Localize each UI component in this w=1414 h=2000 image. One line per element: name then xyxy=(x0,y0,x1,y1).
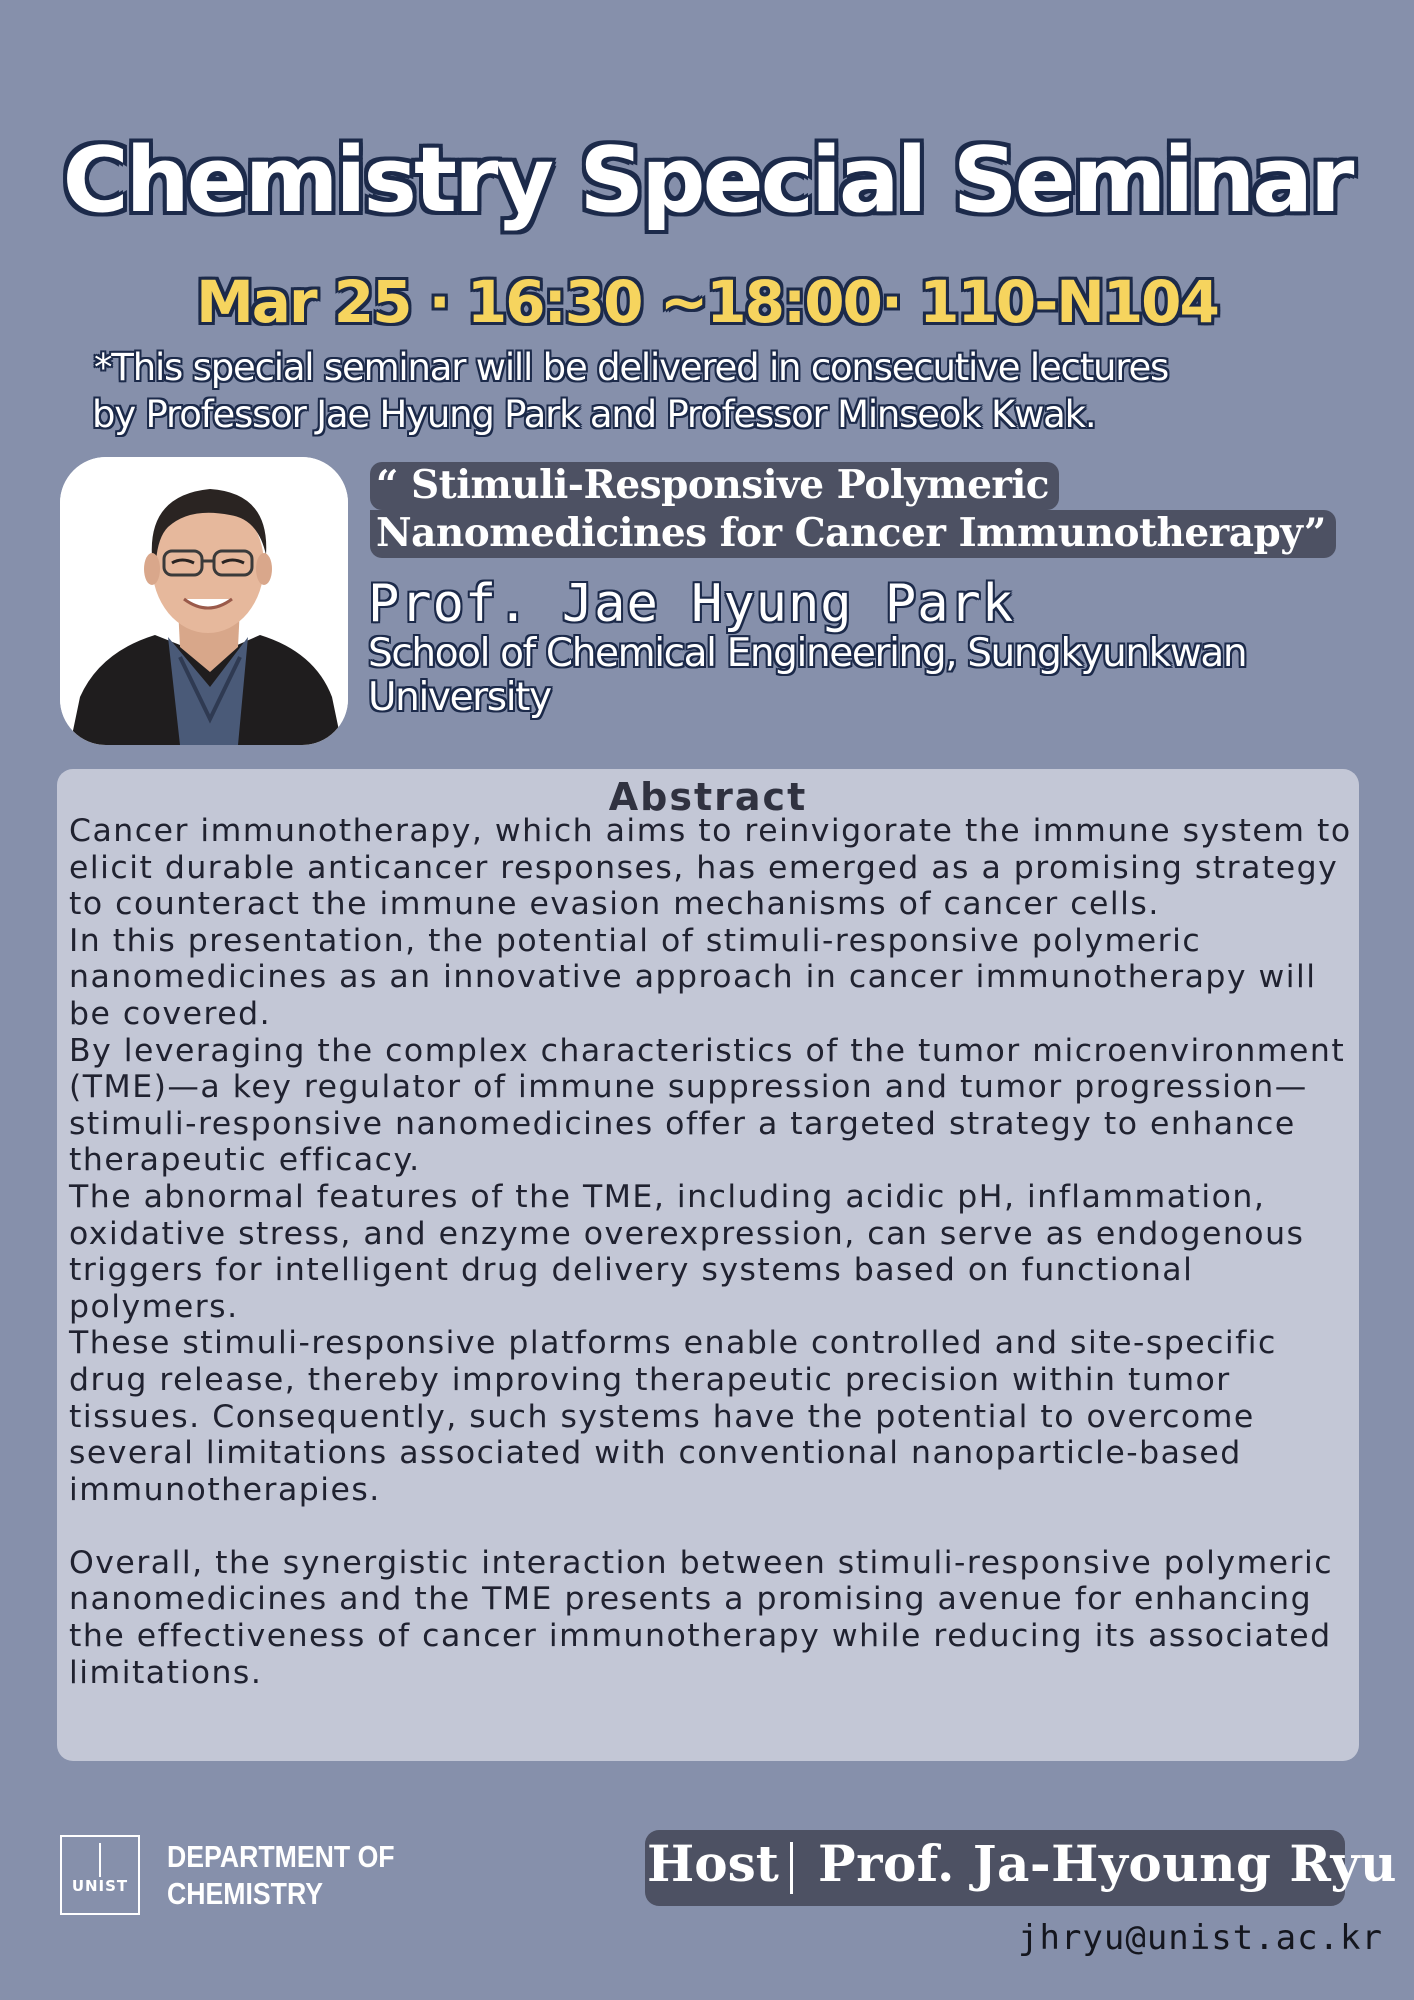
abstract-paragraph: Overall, the synergistic interaction between stimuli-responsive polymeric nanomedicines and the TME presents a promising avenue for enhancing the effectiveness of cancer immunotherapy while reducing its associated limitations. xyxy=(69,1544,1334,1691)
logo-mark xyxy=(99,1843,101,1877)
department-line-2: CHEMISTRY xyxy=(167,1876,324,1911)
paragraph-spacer xyxy=(69,1508,1359,1545)
abstract-box xyxy=(57,769,1359,1761)
note-line-1: *This special seminar will be delivered in consecutive lectures xyxy=(94,346,1169,389)
seminar-datetime-location: Mar 25 · 16:30 ~18:00· 110-N104 xyxy=(196,268,1218,336)
note-line-2: by Professor Jae Hyung Park and Professor Minseok Kwak. xyxy=(92,393,1096,436)
speaker-photo xyxy=(60,457,348,745)
speaker-name: Prof. Jae Hyung Park xyxy=(368,574,1015,634)
logo-wordmark: UNIST xyxy=(71,1877,129,1895)
seminar-title: Chemistry Special Seminar xyxy=(62,128,1352,233)
host-email[interactable]: jhryu@unist.ac.kr xyxy=(1018,1918,1383,1958)
abstract-body xyxy=(69,813,1359,1691)
department-line-1: DEPARTMENT OF xyxy=(167,1839,395,1874)
unist-logo xyxy=(60,1835,140,1915)
host-name: Prof. Ja-Hyoung Ryu xyxy=(818,1834,1397,1893)
host-label: Host xyxy=(647,1834,779,1893)
abstract-paragraph: By leveraging the complex characteristics of the tumor microenvironment (TME)—a key regulator of immune suppression and tumor progression—stimuli-responsive nanomedicines offer a targeted strategy to enhance therapeutic efficacy. xyxy=(69,1032,1346,1179)
talk-title-line-1: “ Stimuli-Responsive Polymeric xyxy=(370,462,1059,510)
talk-title-line-2: Nanomedicines for Cancer Immunotherapy” xyxy=(370,510,1336,558)
speaker-affiliation: School of Chemical Engineering, Sungkyunkwan University xyxy=(368,631,1247,720)
department-name xyxy=(167,1838,395,1912)
host-separator xyxy=(790,1842,793,1894)
talk-title xyxy=(370,462,1336,558)
speaker-portrait-image xyxy=(60,457,348,745)
abstract-paragraph: The abnormal features of the TME, including acidic pH, inflammation, oxidative stress, and enzyme overexpression, can serve as endogenous triggers for intelligent drug delivery systems based on functional polymers. xyxy=(69,1178,1305,1325)
abstract-heading: Abstract xyxy=(608,775,808,819)
abstract-paragraph: In this presentation, the potential of stimuli-responsive polymeric nanomedicines as an innovative approach in cancer immunotherapy will be covered. xyxy=(69,922,1317,1032)
abstract-paragraph: These stimuli-responsive platforms enable controlled and site-specific drug release, thereby improving therapeutic precision within tumor tissues. Consequently, such systems have the potential to overcome several limitations associated with conventional nanoparticle-based immunotherapies. xyxy=(69,1325,1277,1508)
abstract-paragraph: Cancer immunotherapy, which aims to reinvigorate the immune system to elicit durable anticancer responses, has emerged as a promising strategy to counteract the immune evasion mechanisms of cancer cells. xyxy=(69,813,1352,923)
